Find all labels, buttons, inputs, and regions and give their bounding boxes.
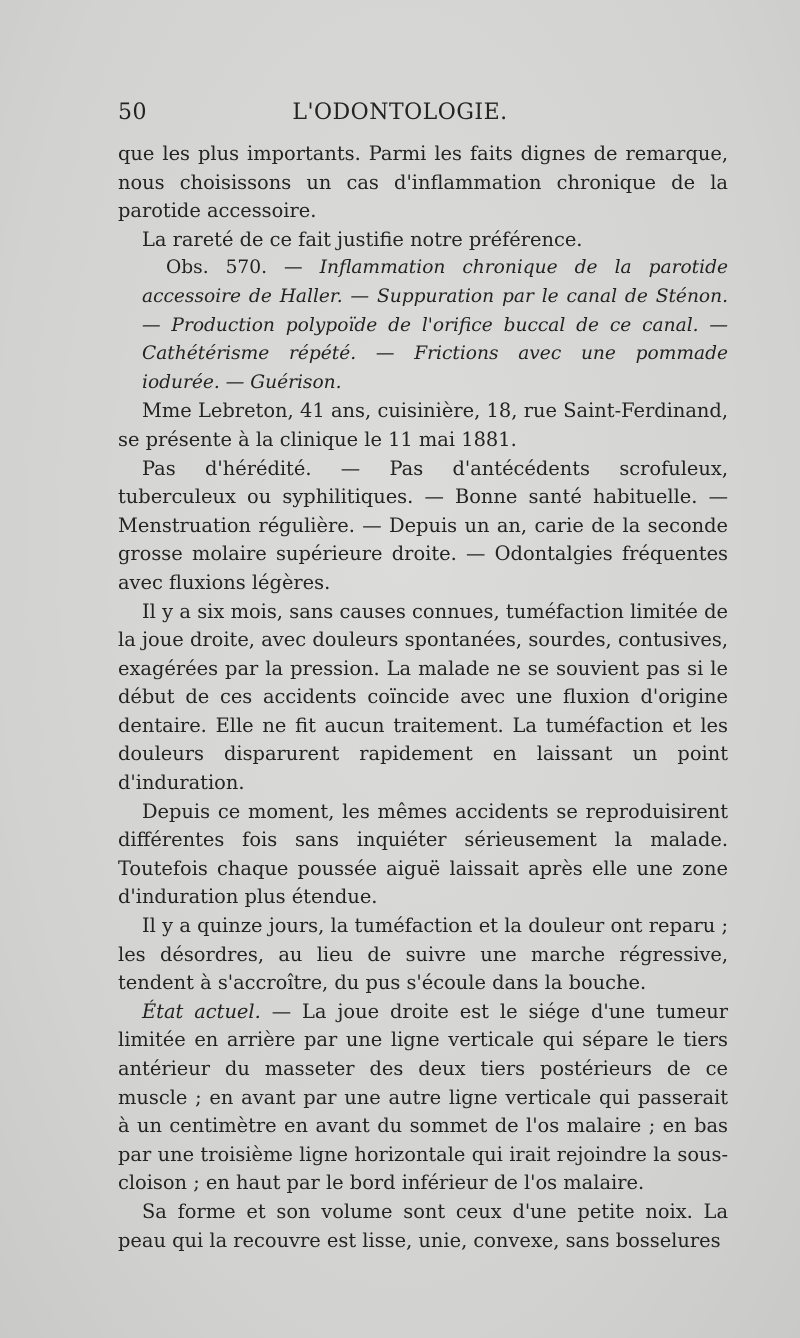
body-text xyxy=(118,140,728,1255)
paragraph-recurrence: Depuis ce moment, les mêmes accidents se reproduisirent différentes fois sans inquiéter sérieusement la malade. Toutefois chaque poussée aiguë laissait après elle une zone d'induration plus étendue. xyxy=(118,799,728,909)
observation-title: Inflammation chronique de la parotide accessoire de Haller. — Suppuration par le canal de Sténon. — Production polypoïde de l'orifice buccal de ce canal. — Cathétérisme répété. — Frictions avec une pommade iodurée. — Guérison. xyxy=(142,257,729,393)
page-number: 50 xyxy=(118,100,147,125)
running-head xyxy=(0,100,800,130)
running-title: L'ODONTOLOGIE. xyxy=(292,100,508,125)
paragraph-current-state xyxy=(118,998,728,1198)
paragraph-onset: Il y a six mois, sans causes connues, tuméfaction limitée de la joue droite, avec douleurs spontanées, sourdes, contusives, exagérées par la pression. La malade ne se souvient pas si le début de ces accidents coïncide avec une fluxion d'origine dentaire. Elle ne fit aucun traitement. La tuméfaction et les douleurs disparurent rapidement en laissant un point d'induration. xyxy=(118,599,728,795)
paragraph-form: Sa forme et son volume sont ceux d'une petite noix. La peau qui la recouvre est lisse, unie, convexe, sans bosselures xyxy=(118,1199,728,1252)
paragraph-history: Pas d'hérédité. — Pas d'antécédents scrofuleux, tuberculeux ou syphilitiques. — Bonne santé habituelle. — Menstruation régulière. — Depuis un an, carie de la seconde grosse molaire supérieure droite. — Odontalgies fréquentes avec fluxions légères. xyxy=(118,456,728,594)
paragraph-patient: Mme Lebreton, 41 ans, cuisinière, 18, rue Saint-Ferdinand, se présente à la clinique le 11 mai 1881. xyxy=(118,399,728,451)
observation-heading xyxy=(118,254,728,397)
paragraph-continuation: que les plus importants. Parmi les faits dignes de remarque, nous choisissons un cas d'inflammation chronique de la parotide accessoire. xyxy=(118,142,728,223)
paragraph-recent: Il y a quinze jours, la tuméfaction et la douleur ont reparu ; les désordres, au lieu de suivre une marche régressive, tendent à s'accroître, du pus s'écoule dans la bouche. xyxy=(118,914,728,995)
paragraph-preference: La rareté de ce fait justifie notre préférence. xyxy=(142,227,583,251)
current-state-label: État actuel. xyxy=(142,999,261,1023)
observation-number: Obs. 570. — xyxy=(166,257,320,279)
current-state-text: — La joue droite est le siége d'une tumeur limitée en arrière par une ligne verticale qui sépare le tiers antérieur du masseter des deux tiers postérieurs de ce muscle ; en avant par une autre ligne verticale qui passerait à un centimètre en avant du sommet de l'os malaire ; en bas par une troisième ligne horizontale qui irait rejoindre la sous-cloison ; en haut par le bord inférieur de l'os malaire. xyxy=(118,999,728,1195)
